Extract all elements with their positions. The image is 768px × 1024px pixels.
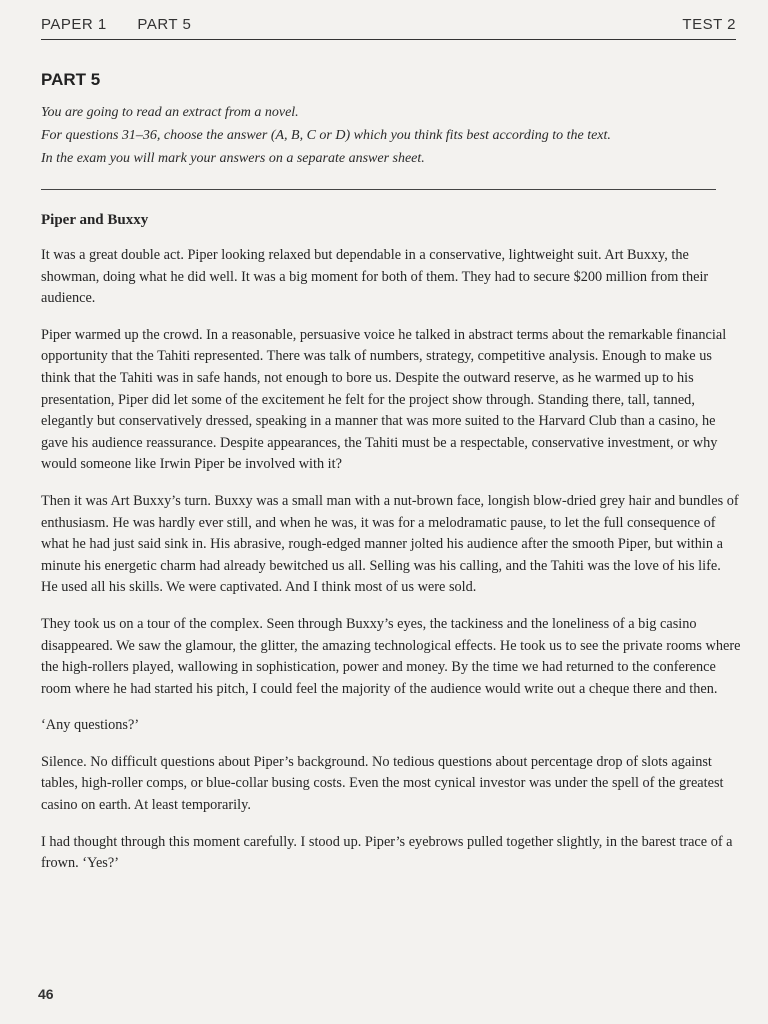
instruction-line: You are going to read an extract from a novel. bbox=[41, 105, 299, 120]
article-paragraph: Then it was Art Buxxy’s turn. Buxxy was a small man with a nut-brown face, longish blow-dried grey hair and bundles of enthusiasm. He was hardly ever still, and when he was, it was for a melodramatic pause, to let the full consequence of what he had just said sink in. His abrasive, rough-edged manner jolted his audience after the smooth Piper, but within a minute his energetic charm had already bewitched us all. Selling was his calling, and the Tahiti was the love of his life. He used all his skills. We were captivated. And I think most of us were sold. bbox=[41, 492, 739, 596]
instructions bbox=[41, 101, 731, 170]
article-paragraph: It was a great double act. Piper looking relaxed but dependable in a conservative, lightweight suit. Art Buxxy, the showman, doing what he did well. It was a big moment for both of them. They had to secure $200 million from their audience. bbox=[41, 247, 709, 307]
instructions-divider bbox=[41, 189, 716, 190]
header-divider bbox=[41, 39, 736, 40]
header-part-label: PART 5 bbox=[137, 16, 192, 33]
article-paragraph: ‘Any questions?’ bbox=[41, 717, 140, 734]
header-test-label: TEST 2 bbox=[682, 16, 736, 33]
header-left bbox=[41, 16, 217, 33]
instruction-line: In the exam you will mark your answers on a separate answer sheet. bbox=[41, 151, 425, 166]
article-title: Piper and Buxxy bbox=[41, 212, 149, 228]
article bbox=[41, 210, 741, 890]
article-paragraph: I had thought through this moment carefully. I stood up. Piper’s eyebrows pulled together slightly, in the barest trace of a frown. ‘Yes?’ bbox=[41, 833, 733, 872]
article-paragraph: Silence. No difficult questions about Piper’s background. No tedious questions about percentage drop of slots against tables, high-roller comps, or blue-collar busing costs. Even the most cynical investor was under the spell of the greatest casino on earth. At least temporarily. bbox=[41, 753, 724, 814]
article-paragraph: Piper warmed up the crowd. In a reasonable, persuasive voice he talked in abstract terms about the remarkable financial opportunity that the Tahiti represented. There was talk of numbers, strategy, competitive analysis. Enough to make us think that the Tahiti was in safe hands, not enough to bore us. Despite the outward reserve, as he warmed up to his presentation, Piper did let some of the excitement he felt for the project show through. Standing there, tall, tanned, elegantly but conservatively dressed, speaking in a manner that was more suited to the Harvard Club than a casino, he gave his audience reassurance. Despite appearances, the Tahiti must be a respectable, conservative investment, or why would someone like Irwin Piper be involved with it? bbox=[41, 326, 727, 473]
page-header bbox=[41, 14, 736, 38]
section-title: PART 5 bbox=[41, 70, 101, 89]
header-paper-label: PAPER 1 bbox=[41, 16, 107, 33]
page-number: 46 bbox=[38, 986, 54, 1002]
article-paragraph: They took us on a tour of the complex. Seen through Buxxy’s eyes, the tackiness and the loneliness of a big casino disappeared. We saw the glamour, the glitter, the amazing technological effects. He took us to see the private rooms where the high-rollers played, wallowing in sophistication, power and money. By the time we had returned to the conference room where he had started his pitch, I could feel the majority of the audience would write out a cheque there and then. bbox=[41, 615, 741, 697]
instruction-line: For questions 31–36, choose the answer (A, B, C or D) which you think fits best according to the text. bbox=[41, 128, 611, 143]
